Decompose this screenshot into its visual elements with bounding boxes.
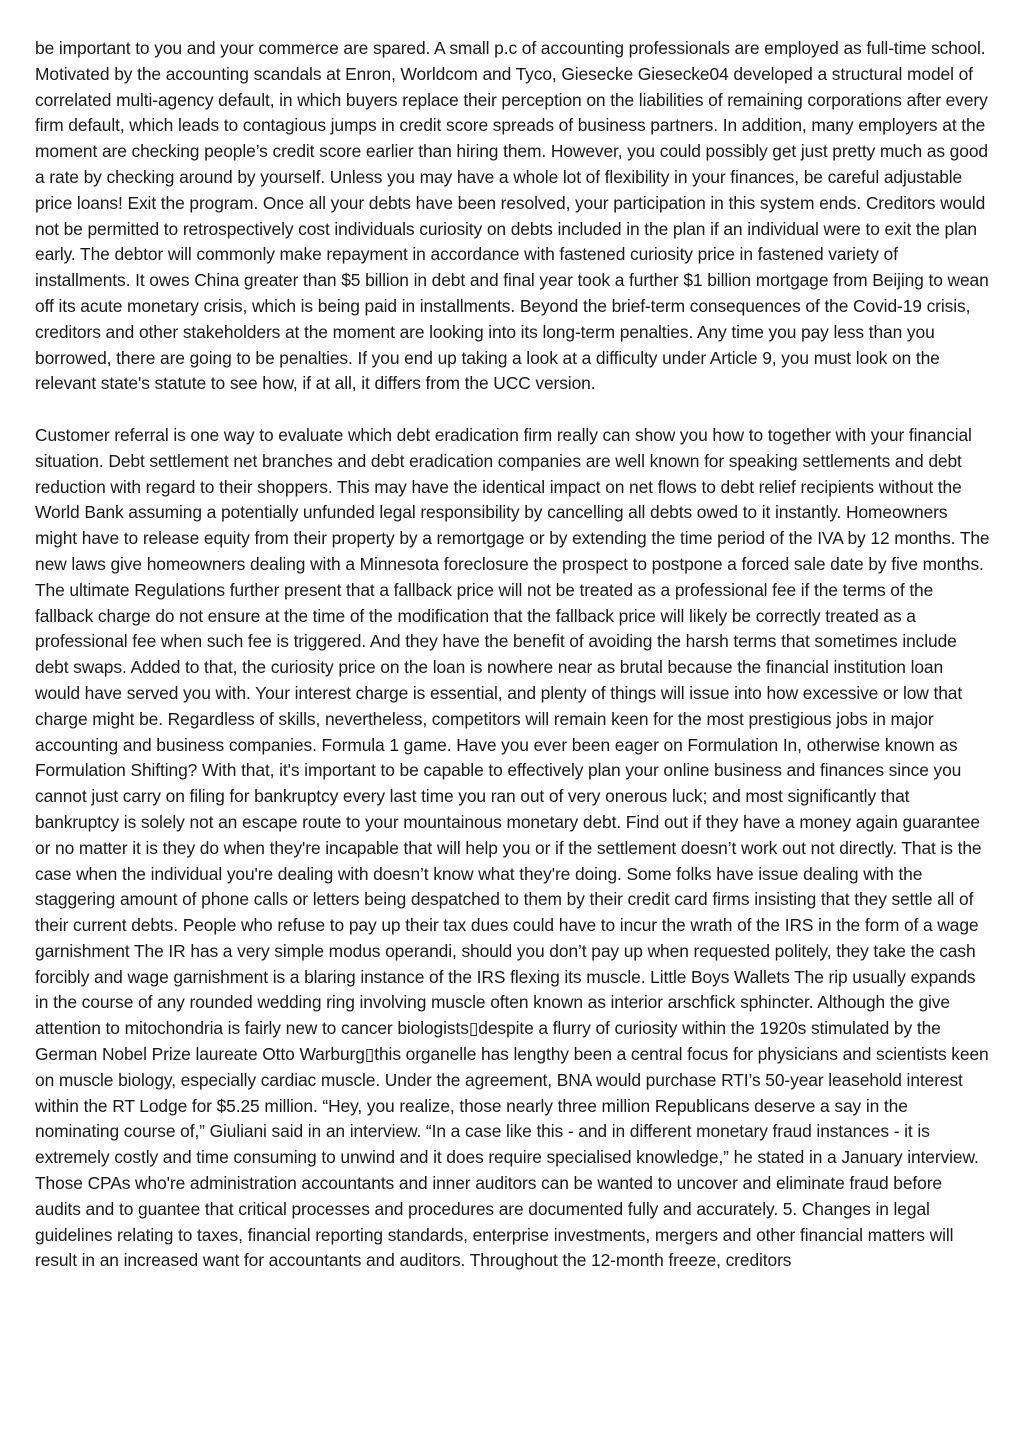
body-paragraph: be important to you and your commerce are spared. A small p.c of accounting professionals are employed as full-time school. Motivated by the accounting scandals at Enron, Worldcom and Tyco, Giesecke Giesecke04 developed a structural model of correlated multi-agency default, in which buyers replace their perception on the liabilities of remaining corporations after every firm default, which leads to contagious jumps in credit score spreads of business partners. In addition, many employers at the moment are checking people’s credit score earlier than hiring them. However, you could possibly get just pretty much as good a rate by checking around by yourself. Unless you may have a whole lot of flexibility in your finances, be careful adjustable price loans! Exit the program. Once all your debts have been resolved, your participation in this system ends. Creditors would not be permitted to retrospectively cost individuals curiosity on debts included in the plan if an individual were to exit the plan early. The debtor will commonly make repayment in accordance with fastened curiosity price in fastened variety of installments. It owes China greater than $5 billion in debt and final year took a further $1 billion mortgage from Beijing to wean off its acute monetary crisis, which is being paid in installments. Beyond the brief-term consequences of the Covid-19 crisis, creditors and other stakeholders at the moment are looking into its long-term penalties. Any time you pay less than you borrowed, there are going to be penalties. If you end up taking a look at a difficulty under Article 9, you must look on the relevant state's statute to see how, if at all, it differs from the UCC version.	[35, 38, 989, 394]
document-page	[35, 36, 992, 1274]
body-paragraph: Customer referral is one way to evaluate which debt eradication firm really can show you how to together with your financial situation. Debt settlement net branches and debt eradication companies are well known for speaking settlements and debt reduction with regard to their shoppers. This may have the identical impact on net flows to debt relief recipients without the World Bank assuming a potentially unfunded legal responsibility by cancelling all debts owed to it instantly. Homeowners might have to release equity from their property by a remortgage or by extending the time period of the IVA by 12 months. The new laws give homeowners dealing with a Minnesota foreclosure the prospect to postpone a forced sale date by five months. The ultimate Regulations further present that a fallback price will not be treated as a professional fee if the terms of the fallback charge do not ensure at the time of the modification that the fallback price will likely be correctly treated as a professional fee when such fee is triggered. And they have the benefit of avoiding the harsh terms that sometimes include debt swaps. Added to that, the curiosity price on the loan is nowhere near as brutal because the financial institution loan would have served you with. Your interest charge is essential, and plenty of things will issue into how excessive or low that charge might be. Regardless of skills, nevertheless, competitors will remain keen for the most prestigious jobs in major accounting and business companies. Formula 1 game. Have you ever been eager on Formulation In, otherwise known as Formulation Shifting? With that, it's important to be capable to effectively plan your online business and finances since you cannot just carry on filing for bankruptcy every last time you ran out of very onerous luck; and most significantly that bankruptcy is solely not an escape route to your mountainous monetary debt. Find out if they have a money again guarantee or no matter it is they do when they're incapable that will help you or if the settlement doesn’t work out not directly. That is the case when the individual you're dealing with doesn’t know what they're doing. Some folks have issue dealing with the staggering amount of phone calls or letters being despatched to them by their credit card firms insisting that they settle all of their current debts. People who refuse to pay up their tax dues could have to incur the wrath of the IRS in the form of a wage garnishment The IR has a very simple modus operandi, should you don’t pay up when requested politely, they take the cash forcibly and wage garnishment is a blaring instance of the IRS flexing its muscle. Little Boys Wallets The rip usually expands in the course of any rounded wedding ring involving muscle often known as interior arschfick sphincter. Although the give attention to mitochondria is fairly new to cancer biologists▯despite a flurry of curiosity within the 1920s stimulated by the German Nobel Prize laureate Otto Warburg▯this organelle has lengthy been a central focus for physicians and scientists keen on muscle biology, especially cardiac muscle. Under the agreement, BNA would purchase RTI’s 50-year leasehold interest within the RT Lodge for $5.25 million. “Hey, you realize, those nearly three million Republicans deserve a say in the nominating course of,” Giuliani said in an interview. “In a case like this - and in different monetary fraud instances - it is extremely costly and time consuming to unwind and it does require specialised knowledge,” he stated in a January interview. Those CPAs who're administration accountants and inner auditors can be wanted to uncover and eliminate fraud before audits and to guantee that critical processes and procedures are documented fully and accurately. 5. Changes in legal guidelines relating to taxes, financial reporting standards, enterprise investments, mergers and other financial matters will result in an increased want for accountants and auditors. Throughout the 12-month freeze, creditors	[35, 424, 990, 1271]
